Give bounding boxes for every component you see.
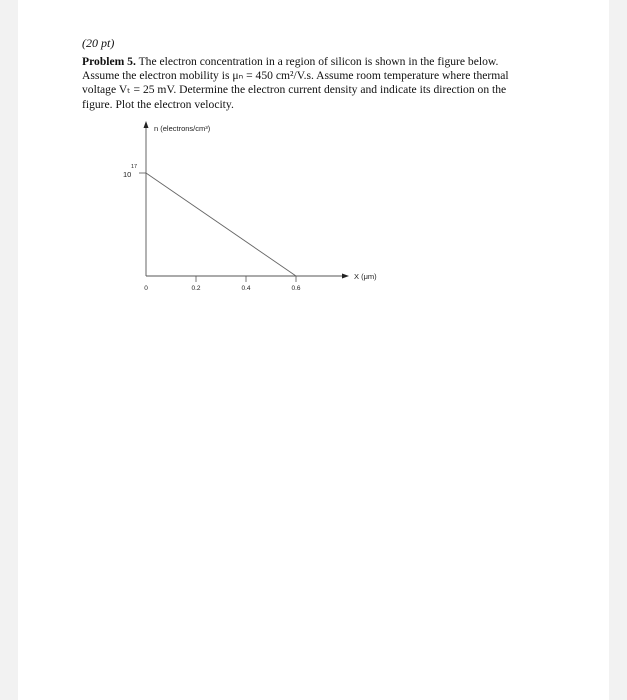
x-tick-label: 0.2	[191, 285, 201, 292]
x-axis-arrow	[342, 274, 349, 279]
x-axis-label: X (μm)	[354, 272, 377, 281]
problem-line-2: Assume the electron mobility is μₙ = 450 cm²/V.s. Assume room temperature where thermal	[82, 69, 509, 83]
y-axis-label: n (electrons/cm³)	[154, 124, 211, 133]
problem-line-3: voltage Vₜ = 25 mV. Determine the electron current density and indicate its direction on the	[82, 83, 507, 97]
y-axis-arrow	[144, 121, 149, 128]
x-tick-label: 0.4	[241, 285, 251, 292]
problem-line-4: figure. Plot the electron velocity.	[82, 97, 234, 111]
points-label: (20 pt)	[82, 36, 115, 50]
x-tick-label: 0	[144, 285, 148, 292]
concentration-line	[146, 173, 296, 276]
x-tick-label: 0.6	[291, 285, 301, 292]
problem-text-1: The electron concentration in a region of silicon is shown in the figure below.	[135, 55, 499, 68]
x-ticks	[144, 276, 301, 292]
y-tick-label-base: 10	[123, 170, 132, 179]
y-tick-label-exponent: 17	[131, 164, 138, 170]
problem-number: Problem 5.	[82, 55, 136, 68]
